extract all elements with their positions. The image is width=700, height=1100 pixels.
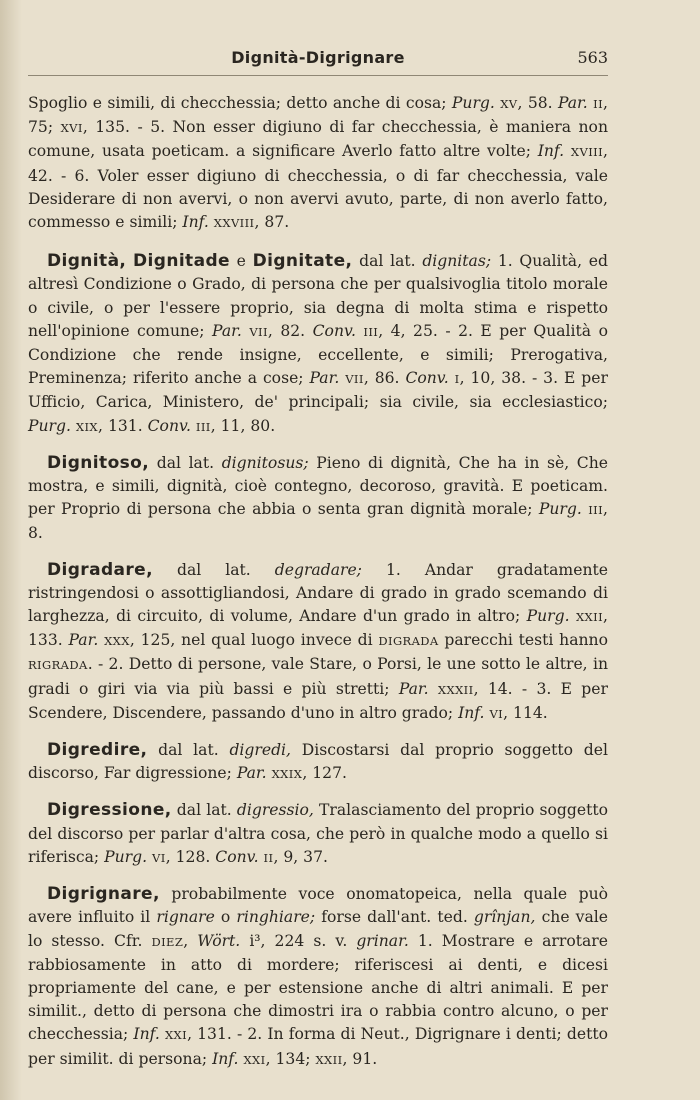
text-run: , 10, 38. - 3. E per Ufficio, Carica, Ministero, de' principali; sia civile, sia ecclesiastico; (28, 369, 608, 412)
italic-text: Par. (309, 369, 340, 388)
small-caps-text: III (588, 503, 604, 518)
text-run: , 125, nel qual luogo invece di (129, 631, 379, 650)
text-run: , 131. - 2. In forma di Neut., Digrignare i denti; detto per similit. di persona; (28, 1025, 608, 1068)
small-caps-text: XXI (164, 1028, 188, 1043)
text-run: o (214, 908, 237, 927)
running-head: Dignità-Digrignare (231, 48, 405, 67)
italic-text: Wört. (197, 931, 241, 950)
text-run: , 9, 37. (273, 847, 328, 866)
italic-text: Purg. (538, 500, 582, 519)
small-caps-text: XXII (575, 610, 604, 625)
text-run: dal lat. (171, 801, 237, 820)
italic-text: dignitosus; (221, 453, 309, 472)
text-run: . - 2. Detto di persone, vale Stare, o Porsi, le une sotto le altre, in gradi o giri via via più bassi e più stretti; (28, 655, 608, 698)
small-caps-text: VII (345, 372, 364, 387)
italic-text: Conv. (215, 847, 259, 866)
text-run: che vale lo stesso. Cfr. (28, 908, 608, 950)
italic-text: Purg. (526, 607, 570, 626)
headword: Digredire, (47, 740, 148, 761)
italic-text: Par. (236, 764, 267, 783)
text-run: , 86. (363, 369, 406, 388)
italic-text: degradare; (274, 560, 362, 579)
italic-text: Par. (398, 679, 429, 698)
small-caps-text: I (454, 372, 460, 387)
small-caps-text: XV (500, 97, 518, 111)
text-run: probabilmente voce onomatopeica, nella quale può avere influito il (28, 885, 608, 927)
small-caps-text: XVIII (570, 145, 604, 160)
text-run: , 11, 80. (210, 416, 276, 435)
text-run: forse dall'ant. ted. (315, 908, 474, 927)
small-caps-text: XXVIII (213, 216, 255, 231)
text-run (564, 142, 571, 160)
page-number: 563 (577, 48, 608, 67)
small-caps-text: III (195, 419, 211, 434)
italic-text: grînjan, (473, 908, 536, 927)
text-run: 1. Qualità, ed altresì Condizione o Grado, di persona che per qualsivoglia titolo morale o civile, o per l'essere proprio, sia degna di molta stima e rispetto nell'opinione comune; (28, 252, 608, 340)
text-run: , 127. (302, 764, 347, 783)
italic-text: Inf. (133, 1025, 160, 1044)
italic-text: digredi, (229, 741, 291, 760)
headword: Digradare, (47, 559, 153, 580)
text-run: Pieno di dignità, Che ha in sè, Che mostra, e simili, dignità, cioè contegno, decoroso, gravità. E poeticam. per Proprio di persona che abbia o senta gran dignità morale; (28, 453, 608, 519)
entry-continuation (28, 92, 608, 235)
small-caps-text: XXII (315, 1052, 343, 1067)
italic-text: Inf. (537, 142, 565, 161)
text-run: , 75; (28, 94, 608, 137)
italic-text: ringhiare; (236, 908, 316, 927)
entry-digressione (28, 799, 608, 870)
text-run: Spoglio e simili, di checchessia; detto anche di cosa; (28, 94, 452, 112)
text-run: , 42. - 6. Voler esser digiuno di checchessia, o di far checchessia, vale Desiderare di non avervi, o non avervi avuto, parte, di non averlo fatto, commesso e simili; (28, 142, 608, 232)
small-caps-text: III (363, 324, 379, 339)
text-run: 1. Mostrare e arrotare rabbiosamente in atto di mordere; riferiscesi ai denti, e dicesi propriamente del cane, e per estensione anche di altri animali. E per similit., detto di persona che dimostri ira o rabbia contro alcuno, o per checchessia; (28, 931, 608, 1044)
text-run: , 4, 25. - 2. E per Qualità o Condizione che rende insigne, eccellente, e simili; Prerogativa, Preminenza; riferito anche a cose; (28, 321, 608, 388)
italic-text: Par. (212, 321, 242, 340)
text-run: parecchi testi hanno (438, 631, 608, 650)
italic-text: Conv. (147, 416, 191, 435)
small-caps-text: XVI (60, 121, 83, 136)
italic-text: Inf. (212, 1049, 239, 1068)
headword: Dignitade (133, 251, 230, 272)
page-binding-shadow (0, 0, 22, 1100)
text-run: , 14. - 3. E per Scendere, Discendere, passando d'uno in altro grado; (28, 679, 608, 722)
text-run: , 91. (342, 1049, 378, 1068)
text-run: , 128. (165, 847, 216, 866)
headword: Dignità, (47, 251, 127, 272)
text-run: Tralasciamento del proprio soggetto del discorso per parlar d'altra cosa, che però in qualche modo a quello si riferisca; (28, 801, 608, 866)
italic-text: dignitas; (422, 252, 492, 271)
italic-text: Conv. (405, 369, 449, 388)
italic-text: Par. (557, 94, 588, 112)
entry-dignita (28, 250, 608, 439)
text-run: , 58. (517, 94, 558, 112)
italic-text: Purg. (451, 94, 495, 112)
text-run: , (183, 931, 198, 950)
italic-text: Inf. (458, 703, 485, 722)
italic-text: digressio, (236, 801, 314, 820)
entry-digredire (28, 739, 608, 786)
italic-text: Par. (68, 631, 99, 650)
headword: Dignitoso, (47, 452, 150, 473)
dictionary-body (28, 92, 608, 1085)
small-caps-text: RIGRADA (28, 658, 88, 673)
small-caps-text: XXI (243, 1052, 266, 1067)
italic-text: grinar. (356, 931, 409, 950)
small-caps-text: XIX (75, 419, 99, 434)
small-caps-text: VI (152, 850, 166, 865)
headword: Digrignare, (47, 884, 160, 905)
italic-text: rignare (156, 908, 215, 927)
text-run: Discostarsi dal proprio soggetto del discorso, Far digressione; (28, 741, 608, 783)
text-run: , 114. (503, 703, 548, 722)
small-caps-text: XXXII (437, 682, 474, 697)
headword: Dignitate, (252, 251, 353, 272)
small-caps-text: DIGRADA (378, 634, 439, 649)
page-header (28, 48, 608, 72)
italic-text: Purg. (28, 416, 71, 435)
text-run: , 134; (265, 1049, 316, 1068)
text-run (429, 680, 438, 698)
italic-text: Conv. (312, 321, 356, 340)
text-run (126, 252, 133, 270)
entry-digrignare (28, 883, 608, 1072)
text-run: i³, 224 s. v. (240, 931, 357, 950)
small-caps-text: VI (489, 706, 504, 721)
italic-text: Purg. (104, 847, 148, 866)
headword: Digressione, (47, 800, 172, 821)
italic-text: Inf. (182, 213, 209, 232)
text-run: , 135. - 5. Non esser digiuno di far checchessia, è maniera non comune, usata poeticam. a significare Averlo fatto altre volte; (28, 118, 608, 161)
small-caps-text: II (263, 850, 274, 865)
text-run: , 131. (98, 416, 148, 435)
text-run: dal lat. (149, 453, 222, 472)
text-run: dal lat. (147, 741, 230, 760)
header-rule (28, 75, 608, 76)
text-run: , 82. (267, 321, 313, 340)
small-caps-text: XXX (104, 634, 130, 649)
text-run: dal lat. (152, 560, 275, 579)
small-caps-text: VII (249, 324, 268, 339)
text-run: , 87. (254, 213, 290, 232)
small-caps-text: DIEZ (151, 934, 184, 949)
small-caps-text: XXIX (271, 767, 303, 782)
text-run: , 8. (28, 500, 608, 543)
text-run: 1. Andar gradatamente ristringendosi o assottigliandosi, Andare di grado in grado scemando di larghezza, di circuito, di volume, Andare d'un grado in altro; (28, 560, 608, 626)
text-run: dal lat. (352, 252, 423, 271)
text-run: , 133. (28, 607, 608, 650)
small-caps-text: II (593, 97, 604, 111)
entry-digradare (28, 559, 608, 726)
text-run: e (229, 252, 253, 271)
entry-dignitoso (28, 452, 608, 546)
